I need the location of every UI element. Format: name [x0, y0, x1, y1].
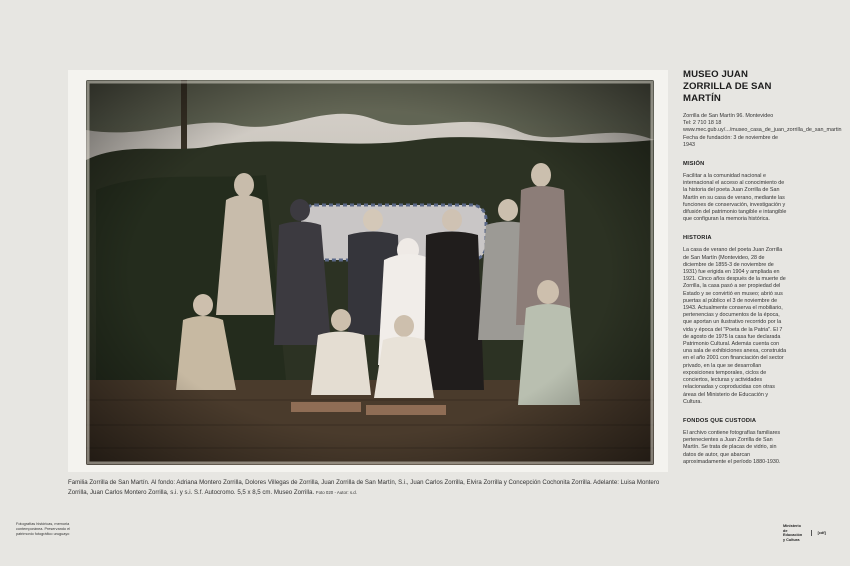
mec-logo: Ministerio de Educación y Cultura — [783, 524, 803, 542]
historia-text: La casa de verano del poeta Juan Zorrilla de San Martín (Montevideo, 28 de diciembre de 1855-3 de noviembre de 1931) fue erigida en 1904 y ampliada en 1921. Cinco años después de la muerte de Zorrilla, la casa pasó a ser propiedad del Estado y se convirtió en museo; abrió sus puertas al público el 3 de noviembre de 1943. Actualmente conserva el mobiliario, pertenencias y documentos de la época, que aportan un ilustrativo recorrido por la vida y época del "Poeta de la Patria". El 7 de agosto de 1975 la casa fue declarada Patrimonio Cultural. Además cuenta con una sala de exhibiciones anexa, construida en el año 2001 con financiación del sector privado, en la que se desarrollan exposiciones temporales, ciclos de conciertos, lecturas y actividades relacionadas y coproducidas con otras áreas del Ministerio de Educación y Cultura. — [683, 247, 787, 405]
footer-logos — [783, 524, 826, 542]
museum-title: MUSEO JUAN ZORRILLA DE SAN MARTÍN — [683, 69, 772, 104]
photo-caption — [68, 478, 668, 497]
museum-info-panel — [683, 69, 842, 466]
museum-founding-date: Fecha de fundación: 3 de noviembre de 1943 — [683, 134, 778, 148]
caption-credit: Foto 020 - Autor: s.d. — [315, 489, 357, 495]
museum-website: www.mec.gub.uy/.../museo_casa_de_juan_zorrilla_de_san_martin — [683, 127, 842, 134]
museum-address: Zorrilla de San Martín 96. Montevideo — [683, 113, 774, 119]
mision-heading: MISIÓN — [683, 161, 705, 168]
museum-contact — [683, 113, 842, 149]
fondos-text: El archivo contiene fotografías familiares pertenecientes a Juan Zorrilla de San Martín. Se trata de placas de vidrio, sin datos de autor, que abarcan aproximadamente el período 1880-1930. — [683, 429, 781, 465]
caption-text: Familia Zorrilla de San Martín. Al fondo: Adriana Montero Zorrilla, Dolores Villegas de Zorrilla, Juan Zorrilla de San Martín, S.i., Juan Carlos Zorrilla, Elvira Zorrilla y Concepción Cochonita Zorrilla. Adelante: Luisa Montero Zorrilla, Juan Carlos Montero Zorrilla, s.i. y s.i. S.f. Autocromo. 5,5 x 8,5 cm. Museo Zorrilla. — [68, 479, 660, 496]
logo-divider — [811, 530, 812, 536]
mision-text: Facilitar a la comunidad nacional e internacional el acceso al conocimiento de la historia del poeta Juan Zorrilla de San Martín en su casa de verano, mediante las funciones de conservación, investigación y difusión del patrimonio tangible e intangible que configuran la memoria histórica. — [683, 173, 787, 223]
family-photograph-image — [86, 80, 654, 465]
family-photograph — [86, 80, 654, 465]
fondos-heading: FONDOS QUE CUSTODIA — [683, 417, 757, 424]
cdf-logo: [cdf] — [817, 530, 826, 535]
historia-heading: HISTORIA — [683, 235, 712, 242]
museum-phone: Tel: 2 710 18 18 — [683, 120, 722, 127]
exhibition-tagline: Fotografías históricas, memoria contemporánea. Preservando el patrimonio fotográfico uruguayo — [16, 522, 71, 536]
photo-frame — [68, 70, 668, 472]
